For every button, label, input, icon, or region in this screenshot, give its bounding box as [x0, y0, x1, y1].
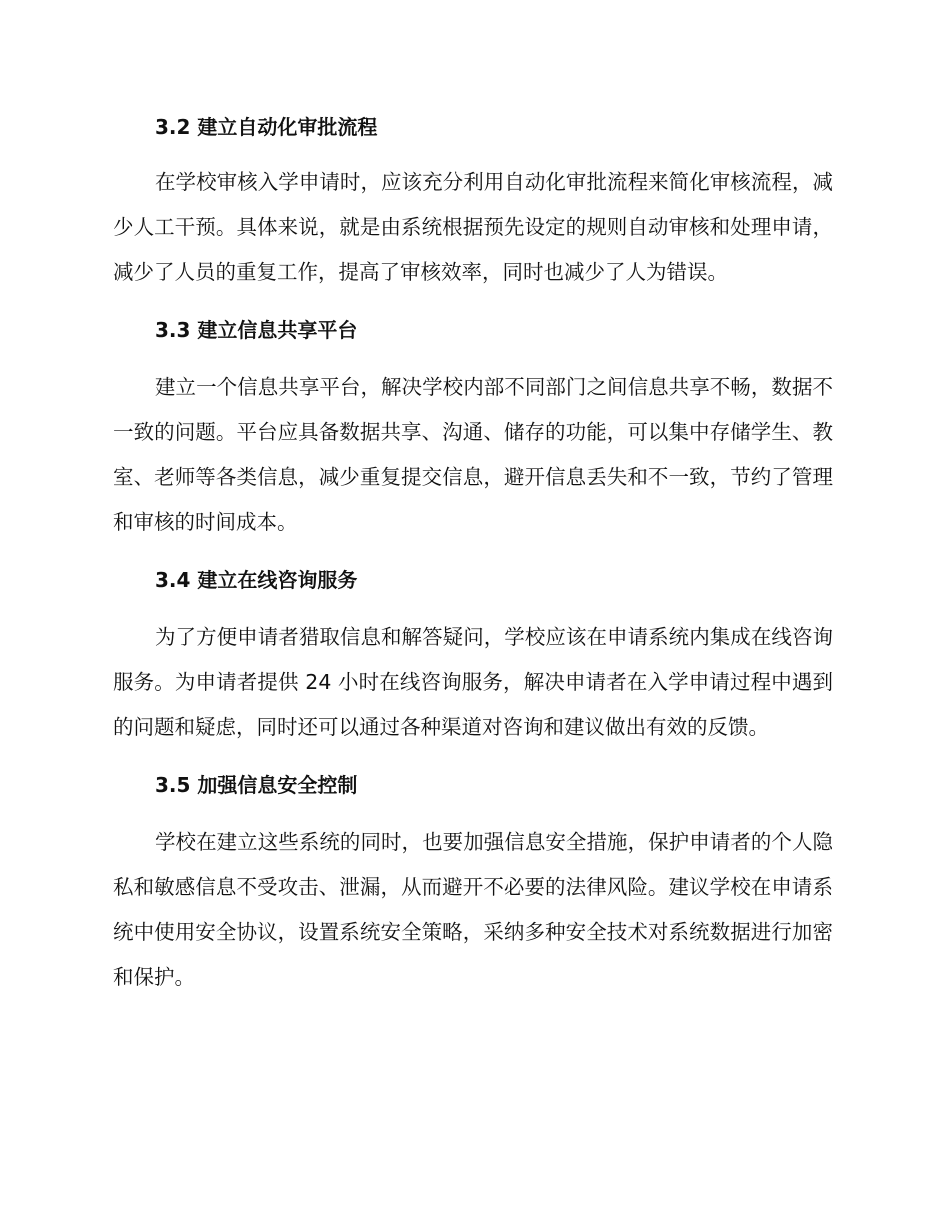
section-heading-3-3: 3.3 建立信息共享平台: [155, 318, 358, 342]
section-paragraph-3-3: 建立一个信息共享平台，解决学校内部不同部门之间信息共享不畅，数据不一致的问题。平台应具备数据共享、沟通、储存的功能，可以集中存储学生、教室、老师等各类信息，减少重复提交信息，避开信息丢失和不一致，节约了管理和审核的时间成本。: [113, 375, 833, 534]
section-heading-3-4: 3.4 建立在线咨询服务: [155, 568, 358, 592]
section-paragraph-3-2: 在学校审核入学申请时，应该充分利用自动化审批流程来简化审核流程，减少人工干预。具体来说，就是由系统根据预先设定的规则自动审核和处理申请，减少了人员的重复工作，提高了审核效率，同时也减少了人为错误。: [113, 170, 833, 284]
document-page: [113, 112, 833, 1000]
section-paragraph-3-5: 学校在建立这些系统的同时，也要加强信息安全措施，保护申请者的个人隐私和敏感信息不受攻击、泄漏，从而避开不必要的法律风险。建议学校在申请系统中使用安全协议，设置系统安全策略，采纳多种安全技术对系统数据进行加密和保护。: [113, 830, 833, 989]
section-heading-3-5: 3.5 加强信息安全控制: [155, 773, 358, 797]
section-heading-3-2: 3.2 建立自动化审批流程: [155, 115, 378, 139]
section-paragraph-3-4: 为了方便申请者猎取信息和解答疑问，学校应该在申请系统内集成在线咨询服务。为申请者提供 24 小时在线咨询服务，解决申请者在入学申请过程中遇到的问题和疑虑，同时还可以通过各种渠道对咨询和建议做出有效的反馈。: [113, 625, 833, 739]
